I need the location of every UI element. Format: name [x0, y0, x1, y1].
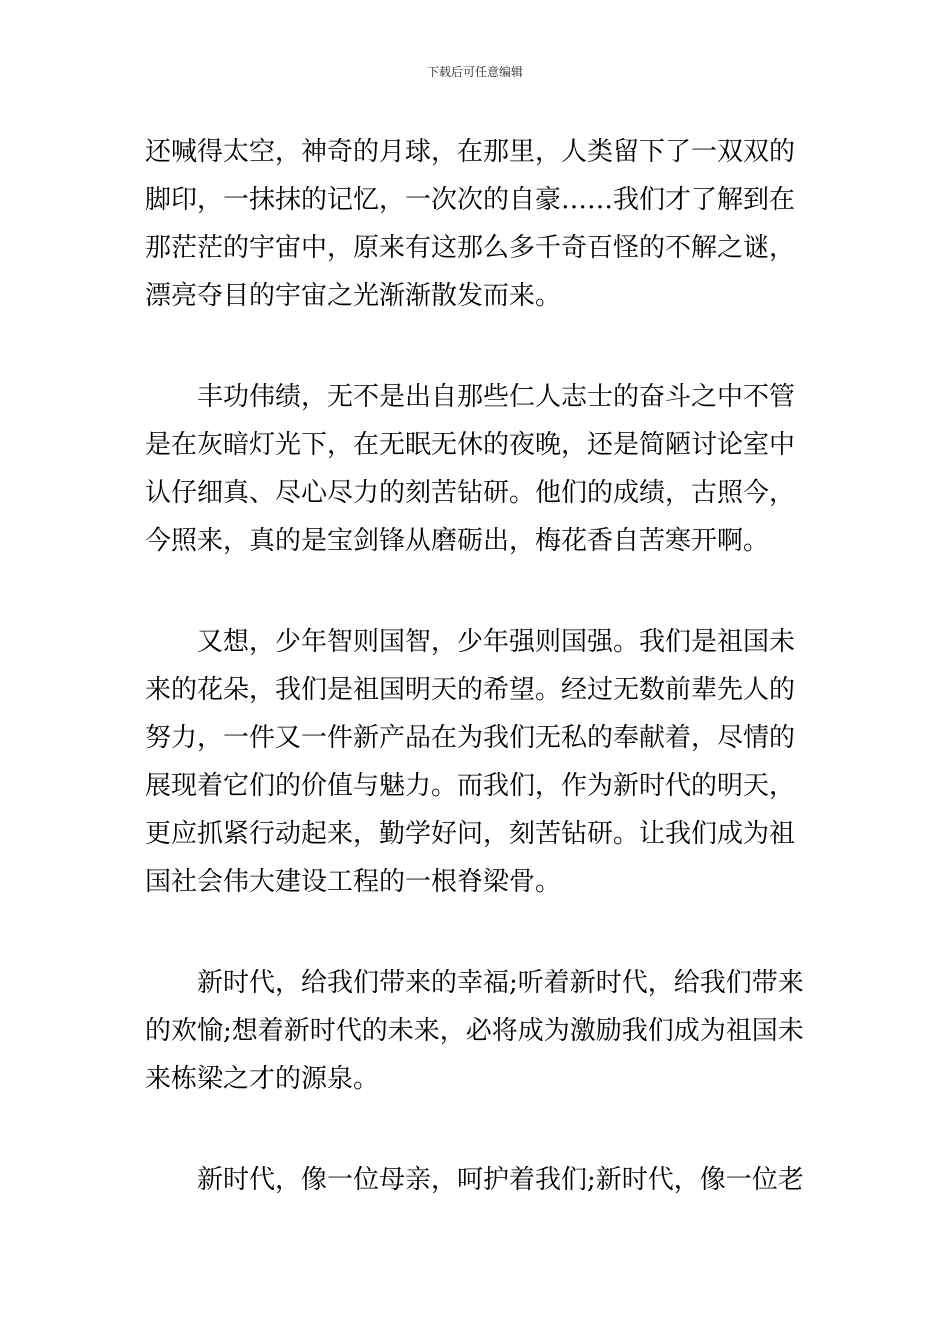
paragraph-line: 的欢愉;想着新时代的未来，必将成为激励我们成为祖国未 — [145, 1016, 804, 1046]
paragraph-3 — [145, 618, 807, 906]
paragraph-line: 那茫茫的宇宙中，原来有这那么多千奇百怪的不解之谜， — [145, 233, 796, 263]
body-text — [145, 128, 807, 1204]
paragraph-gap — [145, 906, 807, 959]
paragraph-5 — [145, 1156, 807, 1204]
paragraph-line: 新时代，给我们带来的幸福;听着新时代，给我们带来 — [197, 968, 804, 998]
paragraph-gap — [145, 565, 807, 618]
paragraph-4 — [145, 959, 807, 1103]
page-header: 下载后可任意编辑 — [426, 65, 523, 79]
paragraph-line: 展现着它们的价值与魅力。而我们，作为新时代的明天， — [145, 771, 796, 801]
paragraph-line: 努力，一件又一件新产品在为我们无私的奉献着，尽情的 — [145, 723, 796, 753]
paragraph-line: 是在灰暗灯光下，在无眠无休的夜晚，还是简陋讨论室中 — [145, 430, 796, 460]
paragraph-line: 又想，少年智则国智，少年强则国强。我们是祖国未 — [197, 627, 796, 657]
paragraph-line: 认仔细真、尽心尽力的刻苦钻研。他们的成绩，古照今， — [145, 478, 796, 508]
paragraph-1 — [145, 128, 807, 320]
paragraph-2 — [145, 373, 807, 565]
paragraph-line: 来栋梁之才的源泉。 — [145, 1064, 380, 1094]
paragraph-line: 国社会伟大建设工程的一根脊梁骨。 — [145, 867, 562, 897]
paragraph-line: 漂亮夺目的宇宙之光渐渐散发而来。 — [145, 281, 562, 311]
paragraph-line: 丰功伟绩，无不是出自那些仁人志士的奋斗之中不管 — [197, 382, 796, 412]
paragraph-gap — [145, 320, 807, 373]
paragraph-line: 来的花朵，我们是祖国明天的希望。经过无数前辈先人的 — [145, 675, 796, 705]
paragraph-gap — [145, 1103, 807, 1156]
paragraph-line: 还喊得太空，神奇的月球，在那里，人类留下了一双双的 — [145, 137, 796, 167]
paragraph-line: 更应抓紧行动起来，勤学好问，刻苦钻研。让我们成为祖 — [145, 819, 796, 849]
paragraph-line: 今照来，真的是宝剑锋从磨砺出，梅花香自苦寒开啊。 — [145, 526, 770, 556]
paragraph-line: 新时代，像一位母亲，呵护着我们;新时代，像一位老 — [197, 1165, 804, 1195]
paragraph-line: 脚印，一抹抹的记忆，一次次的自豪……我们才了解到在 — [145, 185, 796, 215]
